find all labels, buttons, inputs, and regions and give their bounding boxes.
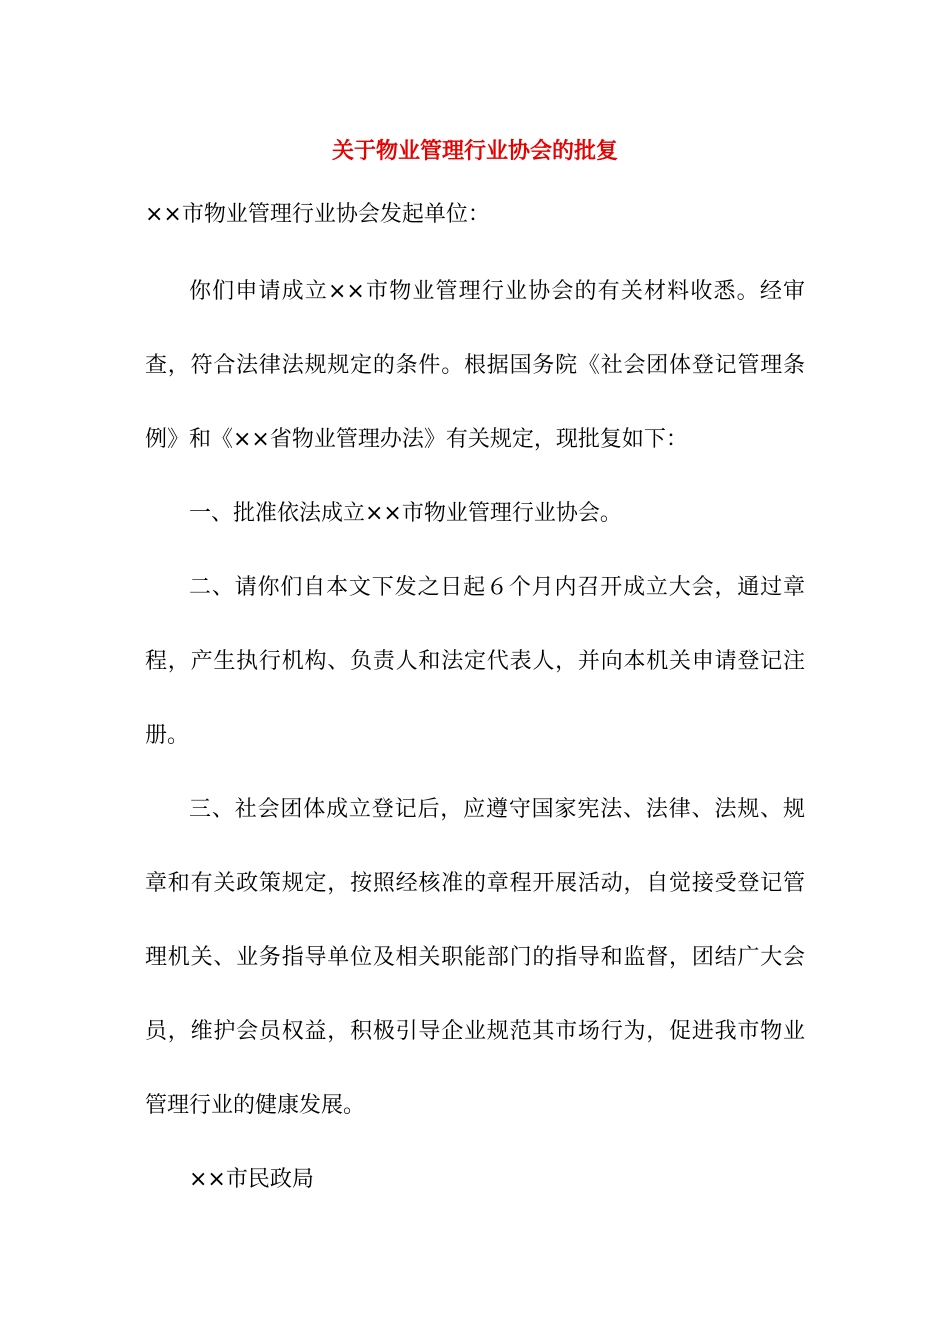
paragraph-line: 章和有关政策规定，按照经核准的章程开展活动，自觉接受登记管 bbox=[145, 871, 805, 896]
salutation: ××市物业管理行业协会发起单位： bbox=[145, 202, 490, 227]
paragraph-line: 你们申请成立××市物业管理行业协会的有关材料收悉。经审 bbox=[189, 279, 805, 304]
document-title: 关于物业管理行业协会的批复 bbox=[331, 139, 618, 164]
item-1-paragraph bbox=[145, 477, 805, 551]
item-2-paragraph bbox=[145, 551, 805, 773]
paragraph-line: 查，符合法律法规规定的条件。根据国务院《社会团体登记管理条 bbox=[145, 353, 805, 378]
signature-block bbox=[145, 1143, 805, 1217]
signature: ××市民政局 bbox=[189, 1167, 314, 1192]
paragraph-line: 管理行业的健康发展。 bbox=[145, 1093, 366, 1118]
paragraph-line: 例》和《××省物业管理办法》有关规定，现批复如下： bbox=[145, 427, 688, 452]
document-body bbox=[145, 195, 805, 1217]
intro-paragraph bbox=[145, 255, 805, 477]
paragraph-line: 册。 bbox=[145, 723, 190, 748]
paragraph-line: 二、请你们自本文下发之日起６个月内召开成立大会，通过章 bbox=[189, 575, 805, 600]
paragraph-line: 员，维护会员权益，积极引导企业规范其市场行为，促进我市物业 bbox=[145, 1019, 805, 1044]
paragraph-line: 程，产生执行机构、负责人和法定代表人，并向本机关申请登记注 bbox=[145, 649, 805, 674]
item-3-paragraph bbox=[145, 773, 805, 1143]
paragraph-line: 一、批准依法成立××市物业管理行业协会。 bbox=[189, 501, 622, 526]
paragraph-line: 理机关、业务指导单位及相关职能部门的指导和监督，团结广大会 bbox=[145, 945, 805, 970]
paragraph-line: 三、社会团体成立登记后，应遵守国家宪法、法律、法规、规 bbox=[189, 797, 805, 822]
